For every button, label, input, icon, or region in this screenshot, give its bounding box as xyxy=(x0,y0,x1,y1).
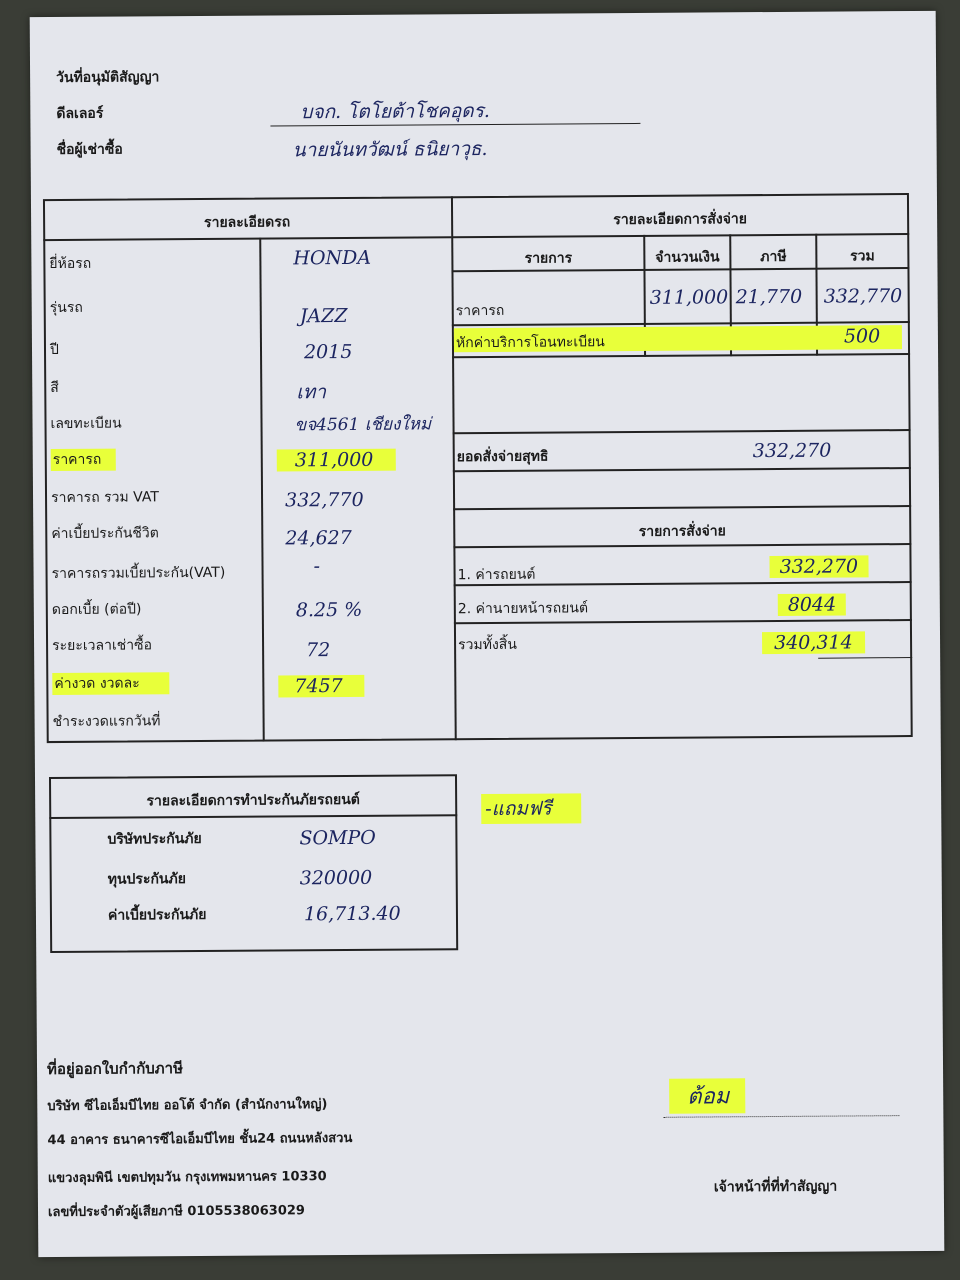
insurance-title: รายละเอียดการทำประกันภัยรถยนต์ xyxy=(146,791,360,810)
interest-rate-value: 8.25 % xyxy=(295,598,363,622)
car-brand-value: HONDA xyxy=(293,246,372,270)
transfer-fee-label: หักค่าบริการโอนทะเบียน xyxy=(455,334,605,352)
car-plate-label: เลขทะเบียน xyxy=(50,415,122,433)
tax-address-line1: บริษัท ซีไอเอ็มบีไทย ออโต้ จำกัด (สำนักงานใหญ่) xyxy=(47,1097,328,1115)
order-car-value: 332,270 xyxy=(769,555,868,578)
col-amount-header: จำนวนเงิน xyxy=(655,249,720,266)
car-price-label: ราคารถ xyxy=(51,449,116,471)
car-price-vat-label: ราคารถ รวม VAT xyxy=(50,489,159,507)
tax-address-line3: แขวงลุมพินี เขตปทุมวัน กรุงเทพมหานคร 10330 xyxy=(47,1169,327,1187)
life-insurance-label: ค่าเบี้ยประกันชีวิต xyxy=(51,525,159,543)
net-payment-value: 332,270 xyxy=(752,439,832,463)
payment-row-car-amount: 311,000 xyxy=(649,286,729,309)
insurance-premium-value: 16,713.40 xyxy=(303,902,401,926)
tax-address-title: ที่อยู่ออกใบกำกับภาษี xyxy=(46,1059,184,1079)
order-commission-value: 8044 xyxy=(778,593,847,615)
tax-address-line2: 44 อาคาร ธนาคารซีไอเอ็มบีไทย ชั้น24 ถนนหลังสวน xyxy=(47,1130,353,1149)
payment-row-car-total: 332,770 xyxy=(823,285,903,308)
insurer-value: SOMPO xyxy=(299,826,376,850)
price-incl-insurance-label: ราคารถรวมเบี้ยประกัน(VAT) xyxy=(51,564,226,583)
interest-rate-label: ดอกเบี้ย (ต่อปี) xyxy=(51,601,142,619)
insurance-note: -แถมฟรี xyxy=(481,793,582,824)
lease-term-value: 72 xyxy=(306,639,331,662)
car-year-label: ปี xyxy=(49,341,59,359)
net-payment-label: ยอดสั่งจ่ายสุทธิ xyxy=(456,448,549,466)
car-color-label: สี xyxy=(50,379,59,397)
tax-id-line: เลขที่ประจำตัวผู้เสียภาษี 0105538063029 xyxy=(47,1203,305,1221)
payment-row-car-tax: 21,770 xyxy=(735,285,803,309)
order-car-label: 1. ค่ารถยนต์ xyxy=(457,566,536,584)
transfer-fee-value: 500 xyxy=(843,325,881,348)
orders-title: รายการสั่งจ่าย xyxy=(638,523,726,540)
sum-insured-value: 320000 xyxy=(299,866,373,890)
col-item-header: รายการ xyxy=(524,250,573,267)
col-total-header: รวม xyxy=(850,248,875,265)
col-tax-header: ภาษี xyxy=(760,248,787,266)
signature: ต้อม xyxy=(669,1078,745,1114)
lease-term-label: ระยะเวลาเช่าซื้อ xyxy=(52,637,153,655)
insurance-premium-label: ค่าเบี้ยประกันภัย xyxy=(107,906,207,924)
car-price-vat-value: 332,770 xyxy=(284,488,364,512)
insurer-label: บริษัทประกันภัย xyxy=(107,830,202,848)
life-insurance-value: 24,627 xyxy=(285,526,352,550)
order-total-label: รวมทั้งสิ้น xyxy=(458,636,517,654)
signature-line xyxy=(663,1115,899,1118)
order-total-value: 340,314 xyxy=(762,631,865,654)
car-color-value: เทา xyxy=(296,381,327,404)
car-plate-value: ขจ4561 เชียงใหม่ xyxy=(294,414,432,436)
dealer-value: บจก. โตโยต้าโชคอุดร. xyxy=(300,99,490,124)
sum-insured-label: ทุนประกันภัย xyxy=(107,871,186,888)
lessee-label: ชื่อผู้เช่าซื้อ xyxy=(56,141,123,158)
car-brand-label: ยี่ห้อรถ xyxy=(49,255,92,273)
installment-value: 7457 xyxy=(278,675,365,698)
document-paper xyxy=(30,11,945,1257)
car-price-value: 311,000 xyxy=(277,449,396,472)
approval-date-label: วันที่อนุมัติสัญญา xyxy=(56,69,160,86)
first-payment-label: ชำระงวดแรกวันที่ xyxy=(52,713,161,731)
installment-label: ค่างวด งวดละ xyxy=(52,672,170,695)
order-commission-label: 2. ค่านายหน้ารถยนต์ xyxy=(457,600,589,618)
lessee-value: นายนันทวัฒน์ ธนิยาวุธ. xyxy=(292,137,488,162)
signer-label: เจ้าหน้าที่ที่ทำสัญญา xyxy=(713,1178,838,1196)
car-year-value: 2015 xyxy=(303,340,353,364)
payment-row-car-label: ราคารถ xyxy=(455,302,505,320)
car-model-label: รุ่นรถ xyxy=(49,299,83,317)
car-details-title: รายละเอียดรถ xyxy=(203,214,291,231)
dealer-label: ดีลเลอร์ xyxy=(56,105,104,122)
payment-details-title: รายละเอียดการสั่งจ่าย xyxy=(613,211,748,229)
car-model-value: JAZZ xyxy=(299,304,348,328)
price-incl-insurance-value: - xyxy=(313,555,321,578)
